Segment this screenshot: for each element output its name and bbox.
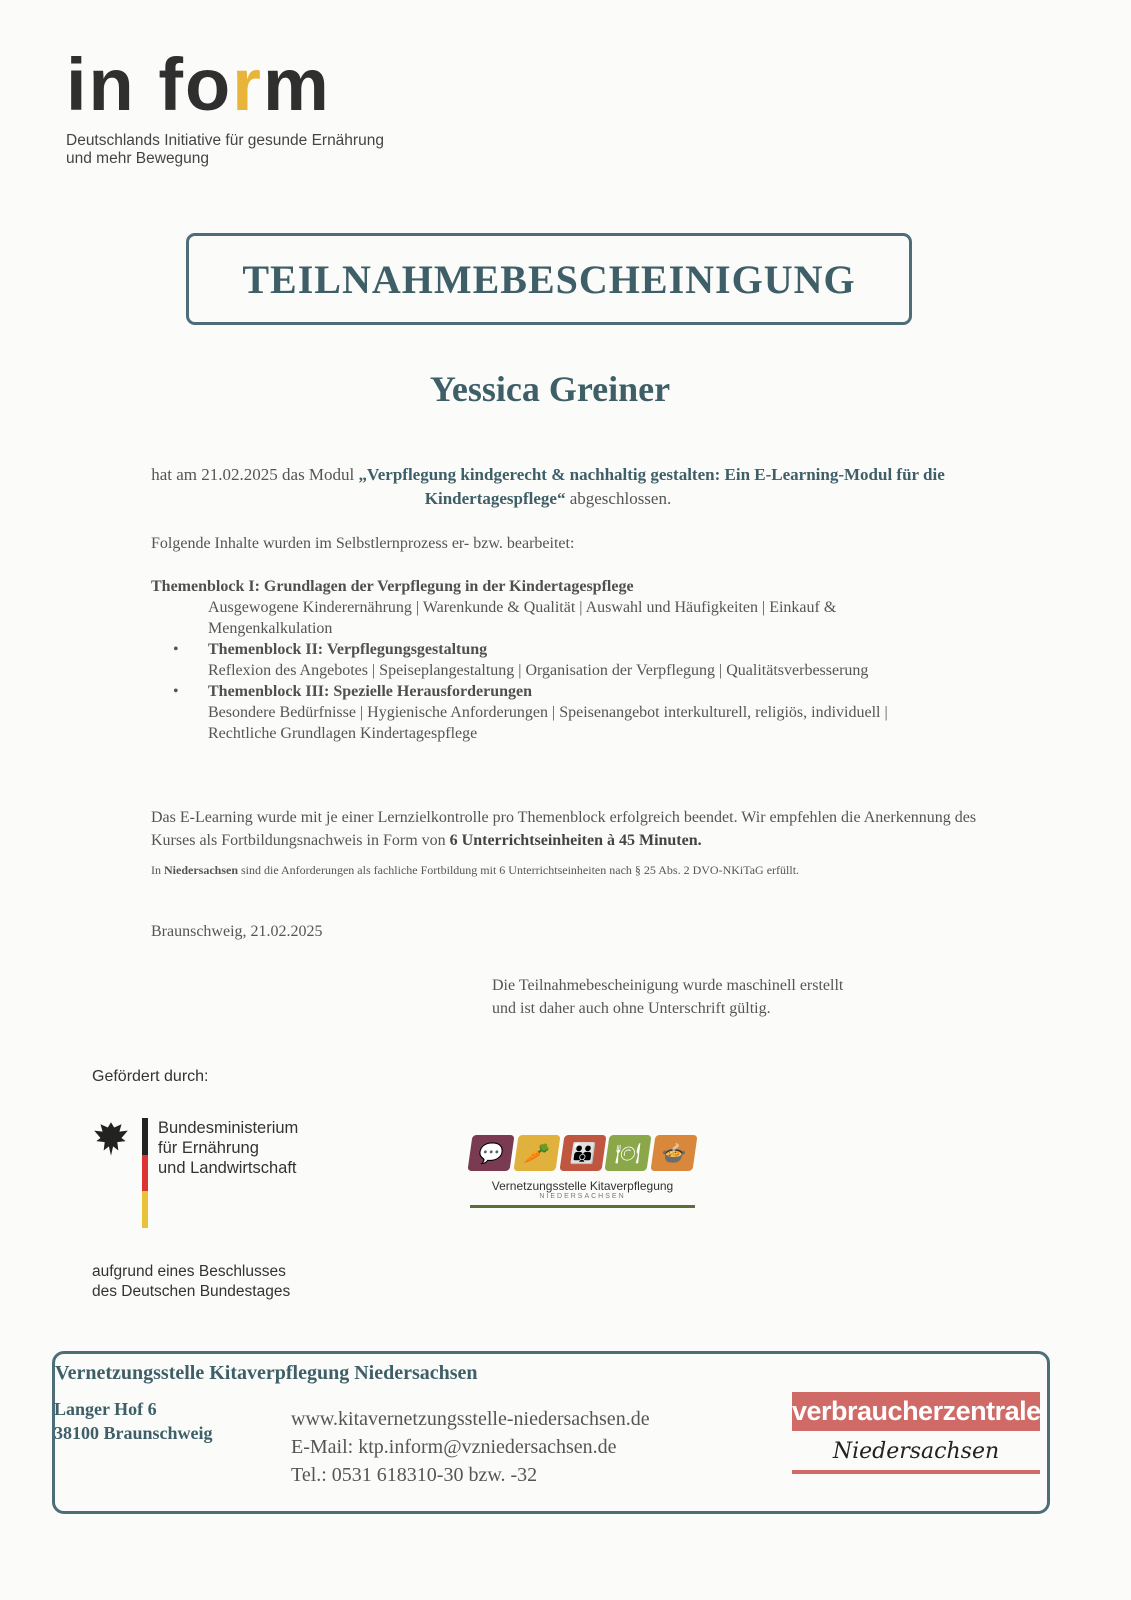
topic-block-1: Themenblock I: Grundlagen der Verpflegung in der Kindertagespflege Ausgewogene Kinderernährung | Warenkunde & Qualität | Auswahl und Häufigkeiten | Einkauf & Mengenkalkulation [151, 578, 837, 637]
footer-org-name: Vernetzungsstelle Kitaverpflegung Niedersachsen [55, 1362, 478, 1384]
ministry-logo: Bundesministerium für Ernährung und Landwirtschaft [90, 1118, 298, 1228]
topic-block-3: • Themenblock III: Spezielle Herausforderungen Besondere Bedürfnisse | Hygienische Anforderungen | Speisenangebot interkulturell, religiös, individuell | Rechtliche Grundlagen Kindertagespflege [151, 681, 941, 744]
place-date: Braunschweig, 21.02.2025 [151, 923, 323, 940]
divider [792, 1470, 1040, 1474]
vegetables-icon: 🥕 [513, 1135, 560, 1171]
inform-tagline: Deutschlands Initiative für gesunde Ernährung und mehr Bewegung [66, 132, 384, 167]
people-icon: 👪 [559, 1135, 606, 1171]
website-link[interactable]: www.kitavernetzungsstelle-niedersachsen.de [291, 1408, 650, 1430]
vernetzungsstelle-logo: 💬 🥕 👪 🍽 🍲 Vernetzungsstelle Kitaverpflegung NIEDERSACHSEN [470, 1135, 695, 1208]
logo-tiles [470, 1135, 695, 1171]
plate-icon: 🍽 [605, 1135, 652, 1171]
recommendation-text: Das E-Learning wurde mit je einer Lernzielkontrolle pro Themenblock erfolgreich beendet. Wir empfehlen die Anerkennung des Kurses als Fortbildungsnachweis in Form von 6 Unterrichtseinheiten à 45 Minuten. [151, 809, 977, 849]
flag-bar [142, 1118, 148, 1228]
bullet-icon: • [173, 641, 179, 658]
completion-statement: hat am 21.02.2025 das Modul „Verpflegung kindgerecht & nachhaltig gestalten: Ein E-Learning-Modul für die Kindertagespflege“ abgeschlossen. [151, 465, 945, 508]
inform-logo [66, 43, 426, 168]
machine-note: Die Teilnahmebescheinigung wurde maschinell erstellt und ist daher auch ohne Unterschrift gültig. [492, 977, 844, 1017]
legal-note: In Niedersachsen sind die Anforderungen als fachliche Fortbildung mit 6 Unterrichtseinheiten nach § 25 Abs. 2 DVO-NKiTaG erfüllt. [151, 863, 800, 877]
module-title: „Verpflegung kindgerecht & nachhaltig gestalten: Ein E-Learning-Modul für die Kindertagespflege“ [358, 465, 945, 508]
verbraucherzentrale-logo: verbraucherzentrale Niedersachsen [792, 1392, 1040, 1474]
document-title: TEILNAHMEBESCHEINIGUNG [242, 256, 856, 302]
divider [470, 1205, 695, 1208]
footer-contact [291, 1405, 650, 1489]
contents-intro: Folgende Inhalte wurden im Selbstlernprozess er- bzw. bearbeitet: [151, 535, 575, 552]
bullet-icon: • [173, 683, 179, 700]
participant-name: Yessica Greiner [429, 369, 671, 409]
speech-bubble-icon: 💬 [467, 1135, 514, 1171]
pot-icon: 🍲 [651, 1135, 698, 1171]
federal-eagle-icon [90, 1118, 132, 1160]
email-link[interactable]: E-Mail: ktp.inform@vzniedersachsen.de [291, 1436, 617, 1458]
funded-by-label: Gefördert durch: [92, 1068, 209, 1085]
title-box [186, 233, 912, 325]
topic-block-2: • Themenblock II: Verpflegungsgestaltung Reflexion des Angebotes | Speiseplangestaltung | Organisation der Verpflegung | Qualitätsverbesserung [151, 639, 941, 681]
inform-wordmark: in form [66, 43, 331, 126]
bundestag-decision: aufgrund eines Beschlusses des Deutschen Bundestages [92, 1263, 291, 1300]
phone-number: Tel.: 0531 618310-30 bzw. -32 [291, 1464, 538, 1486]
footer-address: Langer Hof 6 38100 Braunschweig [54, 1399, 213, 1443]
topic-blocks [151, 576, 941, 744]
